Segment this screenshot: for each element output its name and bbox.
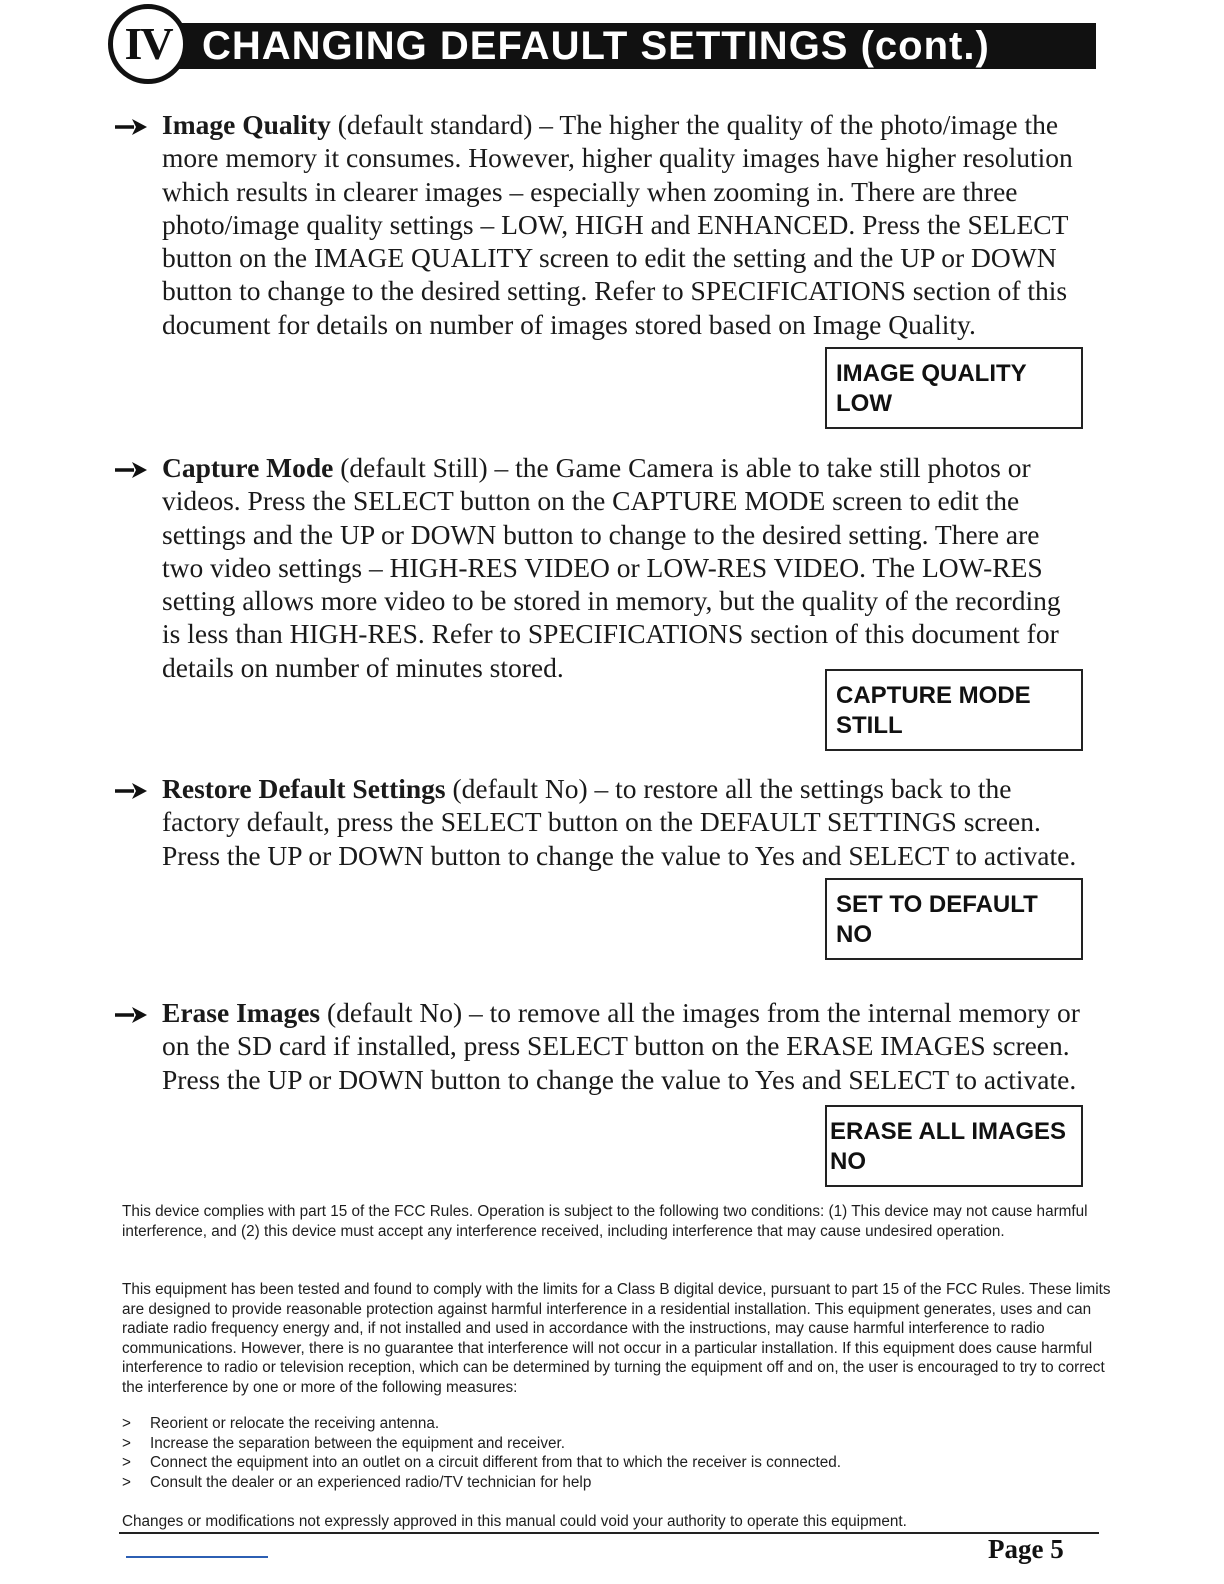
image-quality-body: (default standard) – The higher the quality of the photo/image the more memory it consumes. However, higher quality images have higher resolution which results in clearer images – especially when zooming in. There are three photo/image quality settings – LOW, HIGH and ENHANCED. Press the SELECT button on the IMAGE QUALITY screen to edit the setting and the UP or DOWN button to change to the desired setting. Refer to SPECIFICATIONS section of this document for details on number of images stored based on Image Quality. — [162, 109, 1073, 340]
list-item-text: Reorient or relocate the receiving antenna. — [150, 1415, 440, 1432]
display-line-2: NO — [830, 1148, 866, 1175]
display-line-1: SET TO DEFAULT — [836, 891, 1038, 918]
chapter-badge: IV — [108, 4, 188, 84]
image-quality-display — [825, 347, 1083, 429]
erase-all-images-display — [825, 1105, 1083, 1187]
fcc-compliance-paragraph: This device complies with part 15 of the FCC Rules. Operation is subject to the following two conditions: (1) This device may not cause harmful interference, and (2) this device must accept any interference received, including interference that may cause undesired operation. — [122, 1203, 1088, 1240]
capture-mode-heading: Capture Mode — [162, 452, 334, 483]
erase-images-heading: Erase Images — [162, 997, 321, 1028]
list-item — [122, 1453, 1112, 1473]
display-line-1: IMAGE QUALITY — [836, 360, 1027, 387]
capture-mode-text — [162, 451, 1082, 684]
display-line-2: STILL — [836, 712, 903, 739]
display-line-2: NO — [836, 921, 872, 948]
fcc-interference-paragraph: This equipment has been tested and found to comply with the limits for a Class B digital device, pursuant to part 15 of the FCC Rules. These limits are designed to provide reasonable protection against harmful interference in a residential installation. This equipment generates, uses and can radiate radio frequency energy and, if not installed and used in accordance with the instructions, may cause harmful interference to radio communications. However, there is no guarantee that interference will not occur in a particular installation. If this equipment does cause harmful interference to radio or television reception, which can be determined by turning the equipment off and on, the user is encouraged to try to correct the interference by one or more of the following measures: — [122, 1281, 1111, 1396]
arrow-right-icon — [112, 460, 148, 480]
footer-divider — [119, 1532, 1099, 1534]
section-header — [108, 4, 1098, 88]
set-to-default-display — [825, 878, 1083, 960]
restore-defaults-text — [162, 772, 1082, 872]
list-marker: > — [122, 1454, 131, 1472]
list-marker: > — [122, 1434, 131, 1452]
modifications-warning: Changes or modifications not expressly approved in this manual could void your authority to operate this equipment. — [122, 1513, 907, 1530]
list-item-text: Consult the dealer or an experienced radio/TV technician for help — [150, 1473, 592, 1491]
list-item-text: Increase the separation between the equipment and receiver. — [150, 1434, 565, 1452]
capture-mode-body: (default Still) – the Game Camera is able to take still photos or videos. Press the SELECT button on the CAPTURE MODE screen to edit the settings and the UP or DOWN button to change to the desired setting. There are two video settings – HIGH-RES VIDEO or LOW-RES VIDEO. The LOW-RES setting allows more video to be stored in memory, but the quality of the recording is less than HIGH-RES. Refer to SPECIFICATIONS section of this document for details on number of minutes stored. — [162, 452, 1061, 683]
list-item-text: Connect the equipment into an outlet on a circuit different from that to which the receiver is connected. — [150, 1454, 842, 1472]
footer-accent-line — [126, 1556, 268, 1558]
fcc-measures-list — [122, 1414, 1112, 1492]
image-quality-heading: Image Quality — [162, 109, 331, 140]
list-marker: > — [122, 1415, 131, 1432]
display-line-2: LOW — [836, 390, 892, 417]
list-item — [122, 1473, 1112, 1493]
display-line-1: ERASE ALL IMAGES — [830, 1118, 1067, 1145]
list-item — [122, 1414, 1112, 1434]
erase-images-body: (default No) – to remove all the images from the internal memory or on the SD card if installed, press SELECT button on the ERASE IMAGES screen. Press the UP or DOWN button to change the value to Yes and SELECT to activate. — [162, 997, 1080, 1095]
erase-images-text — [162, 996, 1082, 1096]
list-marker: > — [122, 1473, 131, 1491]
arrow-right-icon — [112, 781, 148, 801]
arrow-right-icon — [112, 1005, 148, 1025]
list-item — [122, 1434, 1112, 1454]
page-number: Page 5 — [988, 1534, 1064, 1564]
image-quality-text — [162, 108, 1082, 341]
restore-defaults-heading: Restore Default Settings — [162, 773, 446, 804]
page-title: CHANGING DEFAULT SETTINGS (cont.) — [168, 23, 1096, 69]
restore-defaults-body: (default No) – to restore all the settings back to the factory default, press the SELECT button on the DEFAULT SETTINGS screen. Press the UP or DOWN button to change the value to Yes and SELECT to activate. — [162, 773, 1077, 871]
capture-mode-display — [825, 669, 1083, 751]
display-line-1: CAPTURE MODE — [836, 682, 1031, 709]
arrow-right-icon — [112, 117, 148, 137]
